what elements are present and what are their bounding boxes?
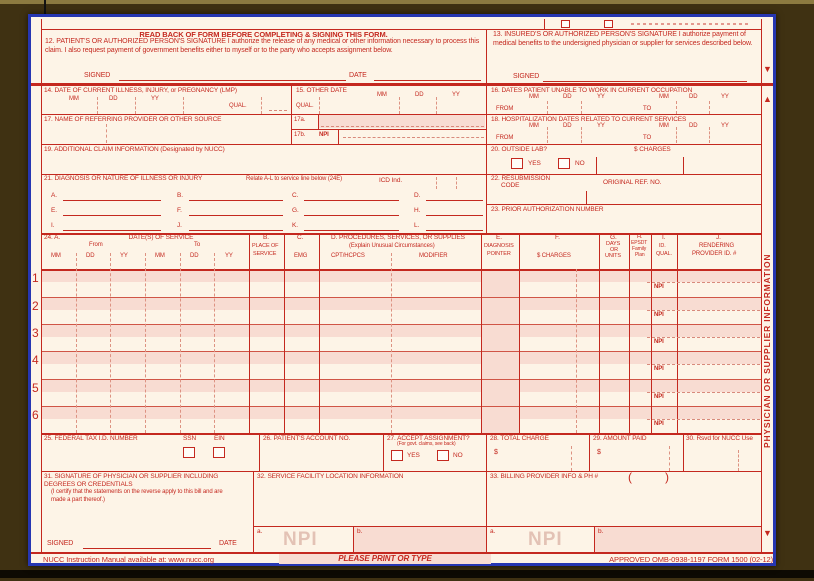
footer-print-or-type: PLEASE PRINT OR TYPE [338,554,432,563]
footer-nucc-link[interactable]: NUCC Instruction Manual available at: www.nucc.org [43,555,214,564]
yy-label: YY [597,94,605,100]
dollar-sign: $ [597,449,601,456]
icd-ind-sep [436,177,437,189]
service-line-number: 4 [32,353,39,367]
col-h-line4: Plan [635,252,645,258]
alignment-arrow-up: ▲ [763,94,772,104]
diag-line[interactable] [189,200,283,201]
col-divider [383,433,384,471]
qual-line [269,110,287,111]
rule [41,144,761,145]
box21-note: Relate A-L to service line below (24E) [246,176,343,182]
npi-label: NPI [654,421,664,427]
diag-letter: A. [51,192,57,199]
service-line-number: 5 [32,381,39,395]
mm-label: MM [155,253,165,259]
yes-label: YES [407,452,420,459]
box12-title: 12. PATIENT'S OR AUTHORIZED PERSON'S SIGNATURE [45,38,226,45]
col-divider [486,29,487,233]
box31-note: (I certify that the statements on the reverse apply to this bill and are made a part thereof.) [51,489,223,503]
diag-letter: H. [414,207,421,214]
box32b-label: b. [357,528,363,535]
diag-line[interactable] [63,200,161,201]
charges-label: $ CHARGES [634,146,671,153]
dd-label: DD [190,253,199,259]
alignment-arrow-down: ▼ [763,528,772,538]
read-back-header: READ BACK OF FORM BEFORE COMPLETING & SIGNING THIS FORM. [139,30,388,39]
service-line-shaded-band [41,352,761,364]
fragment-divider [544,19,545,29]
box30-sep [738,450,739,471]
from-label: FROM [496,106,514,112]
diag-line[interactable] [189,215,283,216]
thick-divider [31,83,773,86]
date-sep [135,97,136,114]
icd-ind-label: ICD Ind. [379,177,403,184]
rendering-id-dash [647,419,760,420]
mm-label: MM [69,96,79,102]
col-e-line2: DIAGNOSIS [484,243,514,249]
qual-label: QUAL. [229,103,247,109]
npi-watermark: NPI [283,529,318,550]
rendering-id-dash [647,337,760,338]
table-col [651,233,652,433]
box27-note: (For govt. claims, see back) [397,441,456,447]
insured-signature-line[interactable] [543,81,747,82]
col-b-line2: PLACE OF [252,243,279,249]
mm-label: MM [51,253,61,259]
qual-label: QUAL. [296,103,314,109]
table-col [599,233,600,433]
field-32b[interactable] [354,527,486,552]
phone-paren-close: ) [665,470,669,484]
col-c-label: C. [297,234,304,241]
patient-signature-line[interactable] [119,80,346,81]
box22-title: 22. RESUBMISSION [491,175,551,182]
field-33b[interactable] [595,527,761,552]
box30-title: 30. Rsvd for NUCC Use [686,435,753,442]
claim-form [28,14,776,566]
col-g-line4: UNITS [605,253,622,259]
box28-title: 28. TOTAL CHARGE [490,435,549,442]
col-e-line3: POINTER [487,251,511,257]
date-subcol [214,253,215,433]
date-sep [97,97,98,114]
illegible-text-fragment [631,23,749,25]
ab-divider-32 [353,526,354,552]
diag-letter: K. [292,222,298,229]
alignment-arrow-down: ▼ [763,64,772,74]
date-sep [399,97,400,114]
physician-signature-line[interactable] [83,548,211,549]
date-sep [676,101,677,114]
npi-label: NPI [654,312,664,318]
rule [253,526,761,527]
dd-label: DD [563,94,572,100]
date-label: DATE [349,72,367,79]
diag-letter: I. [51,222,55,229]
yy-label: YY [721,123,729,129]
dd-label: DD [109,96,118,102]
diag-letter: L. [414,222,420,229]
col-g-line2: DAYS [606,241,621,247]
col-divider [589,433,590,471]
box12-body: I authorize the release of any medical or other information necessary to process this claim. I also request payment of government benefits either to myself or to the party who accepts assignment below. [45,38,480,54]
npi-label: NPI [654,284,664,290]
box17-sep [106,124,107,143]
diag-letter: F. [177,207,182,214]
col-i-line3: QUAL. [656,251,673,257]
col-divider [291,86,292,144]
diag-line[interactable] [426,215,483,216]
footer-approved: APPROVED OMB-0938-1197 FORM 1500 (02-12) [609,555,773,564]
date-sep [547,127,548,143]
dd-label: DD [689,123,698,129]
date-sep [183,97,184,114]
charges-cents-divider [576,269,577,433]
table-col [319,233,320,433]
yy-label: YY [225,253,233,259]
box27-title: 27. ACCEPT ASSIGNMENT? [387,435,470,442]
box23-title: 23. PRIOR AUTHORIZATION NUMBER [491,206,604,213]
box33-title: 33. BILLING PROVIDER INFO & PH # [490,473,599,480]
npi-watermark: NPI [528,529,563,550]
rendering-id-dash [647,310,760,311]
col-divider [259,433,260,471]
patient-signature-date-line[interactable] [374,80,481,81]
col-b-label: B. [263,234,269,241]
col-i-line2: ID. [659,243,666,249]
service-row-rule [41,379,761,380]
col-d-title: D. PROCEDURES, SERVICES, OR SUPPLIES [331,234,465,241]
signed-label: SIGNED [84,72,111,79]
diag-letter: C. [292,192,299,199]
date-label: DATE [219,540,237,547]
col-f-line2: $ CHARGES [537,253,571,259]
box33b-label: b. [598,528,604,535]
col-j-label: J. [716,234,721,241]
ab-divider-33 [594,526,595,552]
service-line-shaded-band [41,270,761,282]
ein-checkbox[interactable] [213,447,225,458]
service-row-rule [41,324,761,325]
col-divider [683,433,684,471]
dd-label: DD [563,123,572,129]
box25-title: 25. FEDERAL TAX I.D. NUMBER [44,435,138,442]
ein-label: EIN [214,435,225,442]
service-line-shaded-band [41,298,761,310]
diag-letter: J. [177,222,182,229]
yy-label: YY [452,92,460,98]
rendering-id-dash [647,392,760,393]
box14-title: 14. DATE OF CURRENT ILLNESS, INJURY, or PREGNANCY (LMP) [44,87,237,94]
phone-paren-open: ( [628,470,632,484]
accept-assignment-yes-checkbox[interactable] [391,450,403,461]
diag-letter: B. [177,192,183,199]
to-label: TO [643,106,652,112]
ssn-checkbox[interactable] [183,447,195,458]
col-a-title: DATE(S) OF SERVICE [128,234,194,241]
service-line-number: 6 [32,408,39,422]
box15-title: 15. OTHER DATE [296,87,347,94]
box33a-label: a. [490,528,496,535]
rule [291,129,486,130]
accept-assignment-no-checkbox[interactable] [437,450,449,461]
table-col [249,233,250,433]
box16-title: 16. DATES PATIENT UNABLE TO WORK IN CURRENT OCCUPATION [491,87,693,94]
service-line-number: 3 [32,326,39,340]
rule [41,471,761,472]
cents-sep [669,446,670,471]
col-h-line2: EPSDT [631,240,648,246]
ssn-label: SSN [183,435,197,442]
mm-label: MM [659,123,669,129]
dd-label: DD [415,92,424,98]
cents-sep [571,446,572,471]
service-line-shaded-band [41,380,761,392]
yy-label: YY [721,94,729,100]
diag-line[interactable] [304,200,399,201]
rendering-id-dash [647,364,760,365]
yes-label: YES [528,160,541,167]
frame-top-highlight [0,0,814,4]
dollar-sign: $ [494,449,498,456]
mm-label: MM [529,94,539,100]
mm-label: MM [529,123,539,129]
box12-text [45,38,481,56]
date-sep [581,101,582,114]
col-h-line3: Family [632,246,647,252]
col-g-line3: OR [610,247,619,253]
col-c-line2: EMG [294,253,308,259]
fragment-divider [761,19,762,29]
diag-line[interactable] [189,230,283,231]
date-sep [436,97,437,114]
box13-text [493,31,757,49]
table-col [481,233,482,433]
box19-title: 19. ADDITIONAL CLAIM INFORMATION (Designated by NUCC) [44,146,225,153]
fragment-checkbox[interactable] [604,20,613,28]
box32-title: 32. SERVICE FACILITY LOCATION INFORMATION [257,473,404,480]
rendering-id-dash [647,282,760,283]
diag-letter: D. [414,192,421,199]
from-label: From [89,242,103,248]
box18-title: 18. HOSPITALIZATION DATES RELATED TO CURRENT SERVICES [491,116,687,123]
qual-sep [319,97,320,114]
diag-line[interactable] [63,230,161,231]
field-17a-divider [318,114,319,129]
box29-title: 29. AMOUNT PAID [593,435,647,442]
diag-line[interactable] [63,215,161,216]
date-sep [676,127,677,143]
box17b-label: 17b. [294,132,306,138]
col-j-line3: PROVIDER ID. # [692,251,737,257]
npi-label: NPI [654,366,664,372]
field-17b-line [343,137,484,138]
col-divider [486,433,487,552]
diag-line[interactable] [426,230,483,231]
cpt-modifier-divider [391,253,392,433]
left-border [41,29,42,552]
mm-label: MM [377,92,387,98]
outside-lab-no-checkbox[interactable] [558,158,570,169]
cpt-hcpcs-label: CPT/HCPCS [331,253,365,259]
date-sep [581,127,582,143]
yy-label: YY [597,123,605,129]
to-label: To [194,242,201,248]
date-subcol [76,253,77,433]
service-row-rule [41,351,761,352]
box22-code: CODE [501,182,520,189]
box20-divider [683,157,684,174]
box17a-label: 17a. [294,117,306,123]
table-header-bottom-rule [41,269,761,271]
npi-label: NPI [654,339,664,345]
yy-label: YY [151,96,159,102]
date-sep [709,127,710,143]
date-subcol [180,253,181,433]
field-17b-divider [338,129,339,144]
col-d-subtitle: (Explain Unusual Circumstances) [349,243,435,249]
date-sep [547,101,548,114]
table-col [629,233,630,433]
dd-label: DD [689,94,698,100]
box13-body: I authorize payment of medical benefits to the undersigned physician or supplier for services described below. [493,31,753,47]
outside-lab-yes-checkbox[interactable] [511,158,523,169]
diag-letter: E. [51,207,57,214]
box20-title: 20. OUTSIDE LAB? [491,146,547,153]
col-i-label: I. [662,234,666,241]
table-col [519,233,520,433]
box26-title: 26. PATIENT'S ACCOUNT NO. [263,435,351,442]
box21-title: 21. DIAGNOSIS OR NATURE OF ILLNESS OR INJURY [44,175,203,182]
col-j-line2: RENDERING [699,243,735,249]
frame-bottom-shadow [0,570,814,578]
box32a-label: a. [257,528,263,535]
fragment-divider [41,19,42,29]
fragment-checkbox[interactable] [561,20,570,28]
service-line-shaded-band [41,325,761,337]
diag-line[interactable] [304,230,399,231]
npi-label: NPI [319,132,329,138]
col-divider [253,471,254,552]
mm-label: MM [659,94,669,100]
date-subcol [145,253,146,433]
modifier-label: MODIFIER [419,253,448,259]
col-a-label: 24. A. [44,234,61,241]
from-label: FROM [496,135,514,141]
diag-line[interactable] [426,200,483,201]
signed-label: SIGNED [47,540,74,547]
icd-ind-sep [456,177,457,189]
service-line-shaded-band [41,407,761,419]
physician-supplier-sidebar-text: PHYSICIAN OR SUPPLIER INFORMATION [762,253,772,449]
service-line-number: 2 [32,299,39,313]
no-label: NO [575,160,585,167]
service-line-number: 1 [32,271,39,285]
signed-label: SIGNED [513,73,540,80]
box22-divider [586,191,587,204]
box20-divider [596,157,597,174]
service-row-rule [41,297,761,298]
box17-title: 17. NAME OF REFERRING PROVIDER OR OTHER SOURCE [44,116,222,123]
col-h-label: H. [637,234,643,240]
col-b-line3: SERVICE [253,251,277,257]
col-g-label: G. [610,234,617,241]
diag-letter: G. [292,207,299,214]
box31-title: 31. SIGNATURE OF PHYSICIAN OR SUPPLIER INCLUDING DEGREES OR CREDENTIALS [44,473,219,489]
rule [486,204,761,205]
yy-label: YY [120,253,128,259]
rule [41,114,761,115]
no-label: NO [453,452,463,459]
table-col [284,233,285,433]
date-sep [709,101,710,114]
col-f-label: F. [555,234,560,241]
npi-label: NPI [654,394,664,400]
diag-line[interactable] [304,215,399,216]
field-17a-line [321,126,484,127]
to-label: TO [643,135,652,141]
date-subcol [110,253,111,433]
box22-orig-ref: ORIGINAL REF. NO. [603,179,662,186]
table-col [677,233,678,433]
service-row-rule [41,406,761,407]
qual-sep [261,97,262,114]
col-e-label: E. [496,234,502,241]
box13-title: 13. INSURED'S OR AUTHORIZED PERSON'S SIGNATURE [493,31,677,38]
dd-label: DD [86,253,95,259]
